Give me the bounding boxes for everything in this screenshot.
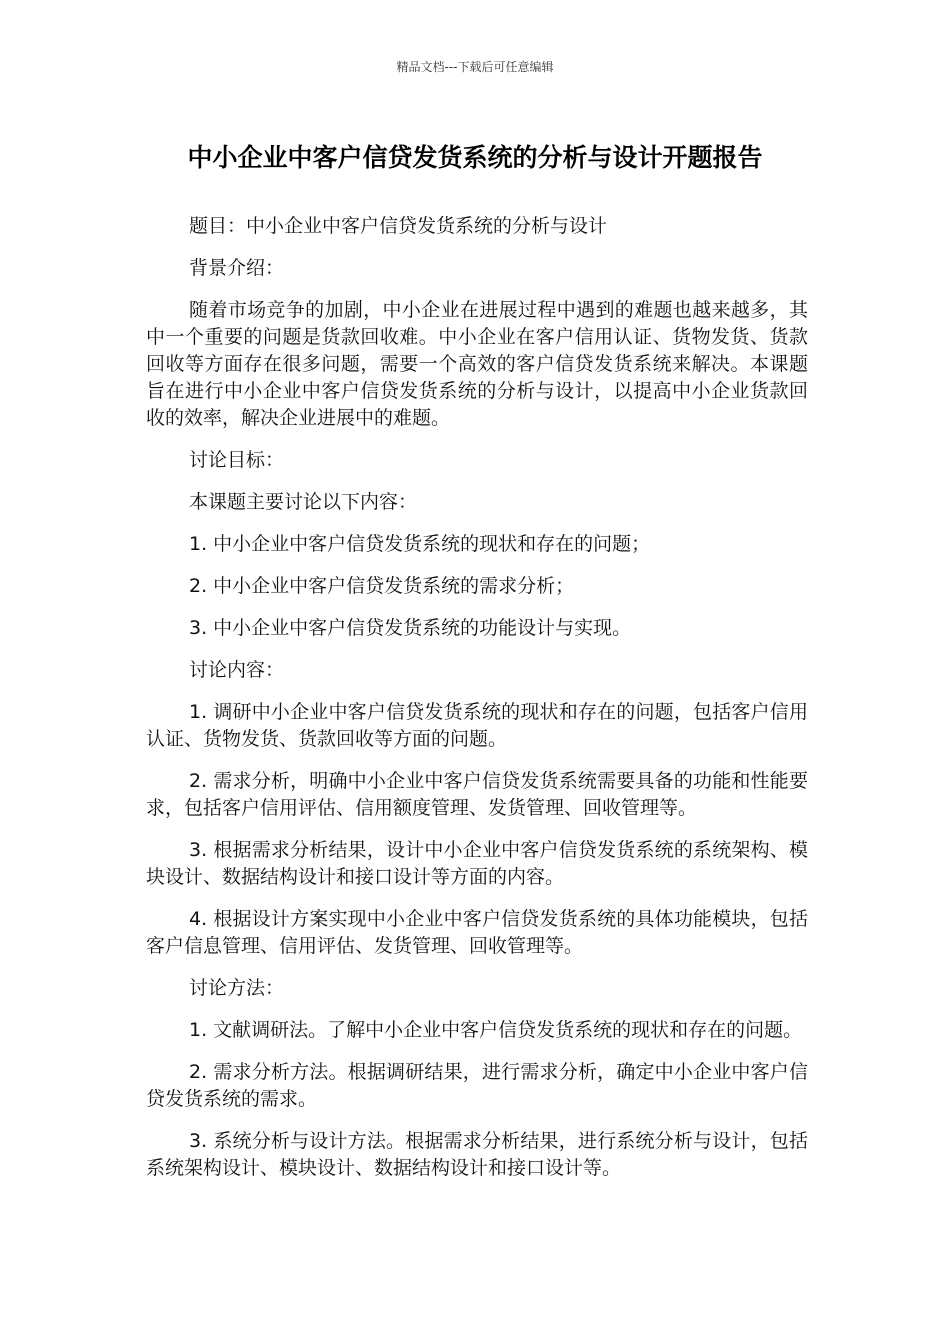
goals-heading: 讨论目标：	[189, 449, 285, 471]
method-item: 2. 需求分析方法。根据调研结果，进行需求分析，确定中小企业中客户信贷发货系统的需求。	[146, 1061, 808, 1110]
document-title: 中小企业中客户信贷发货系统的分析与设计开题报告	[187, 143, 763, 172]
content-item: 1. 调研中小企业中客户信贷发货系统的现状和存在的问题，包括客户信用认证、货物发货、货款回收等方面的问题。	[146, 701, 808, 750]
goals-intro: 本课题主要讨论以下内容：	[189, 491, 418, 513]
content-heading: 讨论内容：	[189, 659, 285, 681]
background-heading: 背景介绍：	[189, 257, 285, 279]
goal-item: 1. 中小企业中客户信贷发货系统的现状和存在的问题；	[189, 533, 651, 555]
header-note: 精品文档---下载后可任意编辑	[396, 60, 554, 74]
goal-item: 3. 中小企业中客户信贷发货系统的功能设计与实现。	[189, 617, 632, 639]
goal-item: 2. 中小企业中客户信贷发货系统的需求分析；	[189, 575, 575, 597]
method-item: 1. 文献调研法。了解中小企业中客户信贷发货系统的现状和存在的问题。	[189, 1019, 803, 1041]
content-item: 2. 需求分析，明确中小企业中客户信贷发货系统需要具备的功能和性能要求，包括客户信用评估、信用额度管理、发货管理、回收管理等。	[146, 770, 808, 819]
content-item: 4. 根据设计方案实现中小企业中客户信贷发货系统的具体功能模块，包括客户信息管理、信用评估、发货管理、回收管理等。	[146, 908, 808, 957]
methods-heading: 讨论方法：	[189, 977, 285, 999]
background-paragraph: 随着市场竞争的加剧，中小企业在进展过程中遇到的难题也越来越多，其中一个重要的问题是货款回收难。中小企业在客户信用认证、货物发货、货款回收等方面存在很多问题，需要一个高效的客户信贷发货系统来解决。本课题旨在进行中小企业中客户信贷发货系统的分析与设计，以提高中小企业货款回收的效率，解决企业进展中的难题。	[146, 299, 808, 429]
content-item: 3. 根据需求分析结果，设计中小企业中客户信贷发货系统的系统架构、模块设计、数据结构设计和接口设计等方面的内容。	[146, 839, 808, 888]
method-item: 3. 系统分析与设计方法。根据需求分析结果，进行系统分析与设计，包括系统架构设计、模块设计、数据结构设计和接口设计等。	[146, 1130, 808, 1179]
topic-line: 题目：中小企业中客户信贷发货系统的分析与设计	[189, 215, 608, 237]
document-body	[146, 213, 808, 1197]
